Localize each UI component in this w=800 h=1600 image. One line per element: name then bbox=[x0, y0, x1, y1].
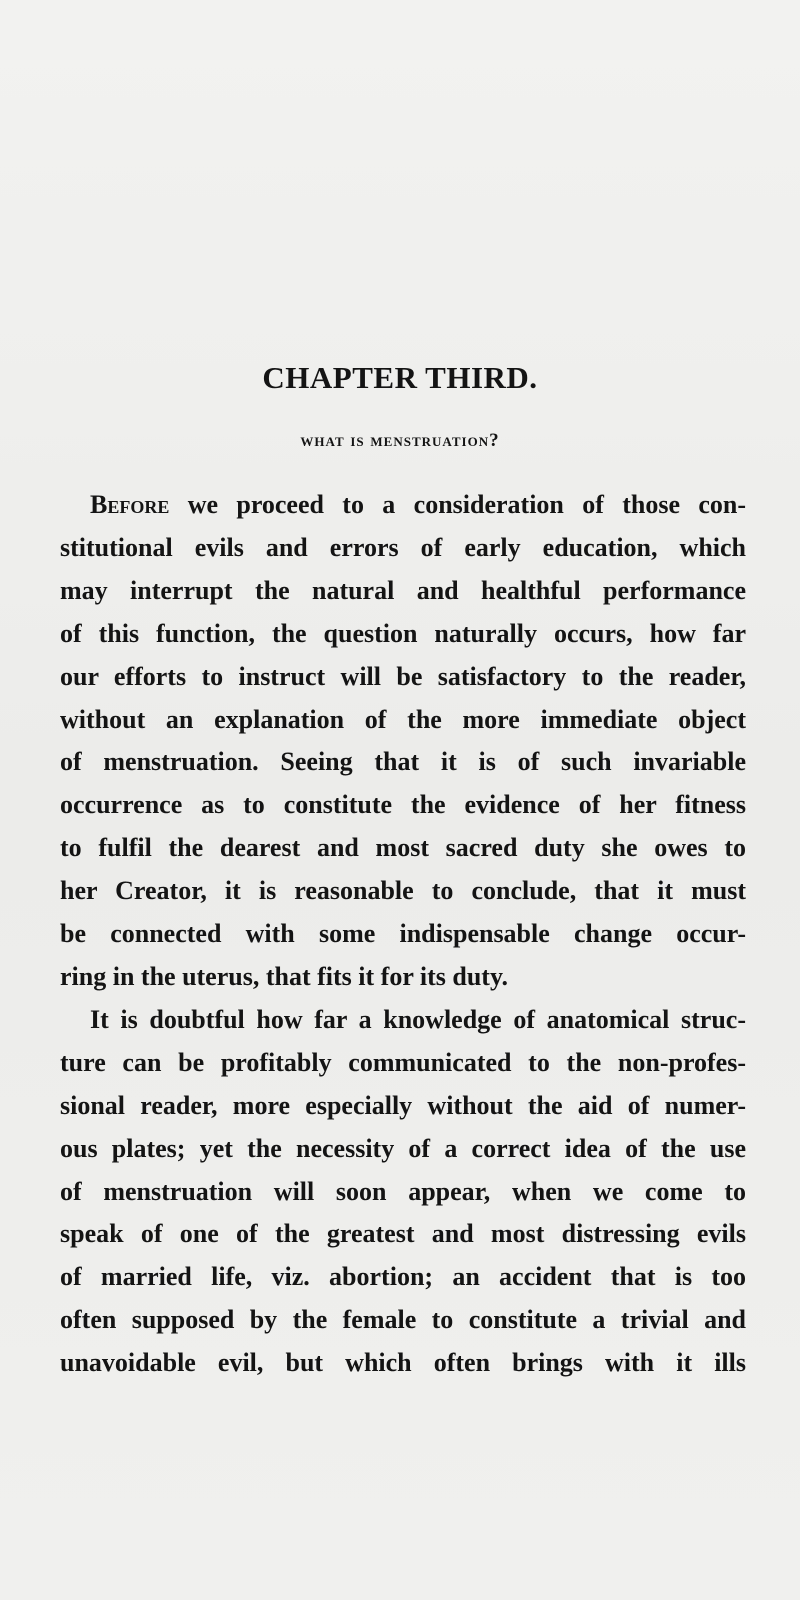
paragraph-line: speak of one of the greatest and most distressing evils bbox=[60, 1219, 746, 1249]
paragraph-line: of menstruation will soon appear, when we come to bbox=[60, 1176, 746, 1206]
paragraph-line: her Creator, it is reasonable to conclude, that it must bbox=[60, 876, 746, 906]
paragraph-line: sional reader, more especially without the aid of numer- bbox=[60, 1090, 746, 1120]
paragraph-line: It is doubtful how far a knowledge of anatomical struc- bbox=[90, 1004, 746, 1034]
paragraph-line: of married life, viz. abortion; an accident that is too bbox=[60, 1262, 746, 1292]
chapter-title: CHAPTER THIRD. bbox=[262, 360, 538, 395]
paragraph-line: of menstruation. Seeing that it is of such invariable bbox=[60, 747, 746, 777]
paragraph-line: unavoidable evil, but which often brings with it ills bbox=[60, 1348, 746, 1378]
paragraph-line: ous plates; yet the necessity of a correct idea of the use bbox=[60, 1133, 746, 1163]
paragraph-line: Before we proceed to a consideration of those con- bbox=[90, 490, 746, 519]
paragraph-line: ring in the uterus, that fits it for its duty. bbox=[60, 961, 509, 991]
section-title-mark: ? bbox=[489, 430, 500, 451]
paragraph-1 bbox=[60, 484, 746, 999]
paragraph-line: ture can be profitably communicated to the non-profes- bbox=[60, 1047, 746, 1077]
paragraph-line: without an explanation of the more immediate object bbox=[60, 704, 746, 734]
paragraph-line: stitutional evils and errors of early education, which bbox=[60, 532, 746, 562]
paragraph-line: often supposed by the female to constitute a trivial and bbox=[60, 1305, 746, 1335]
section-title bbox=[0, 430, 800, 452]
paragraph-2 bbox=[60, 999, 746, 1385]
paragraph-line: occurrence as to constitute the evidence of her fitness bbox=[60, 790, 746, 820]
body-text bbox=[60, 484, 746, 1385]
paragraph-line: our efforts to instruct will be satisfactory to the reader, bbox=[60, 661, 746, 691]
lead-word: Before bbox=[90, 490, 170, 519]
paragraph-line: of this function, the question naturally occurs, how far bbox=[60, 618, 746, 648]
paragraph-line: may interrupt the natural and healthful performance bbox=[60, 575, 746, 605]
section-title-text: what is menstruation bbox=[300, 430, 490, 451]
paragraph-line: be connected with some indispensable change occur- bbox=[60, 919, 746, 949]
paragraph-line: to fulfil the dearest and most sacred duty she owes to bbox=[60, 833, 746, 863]
